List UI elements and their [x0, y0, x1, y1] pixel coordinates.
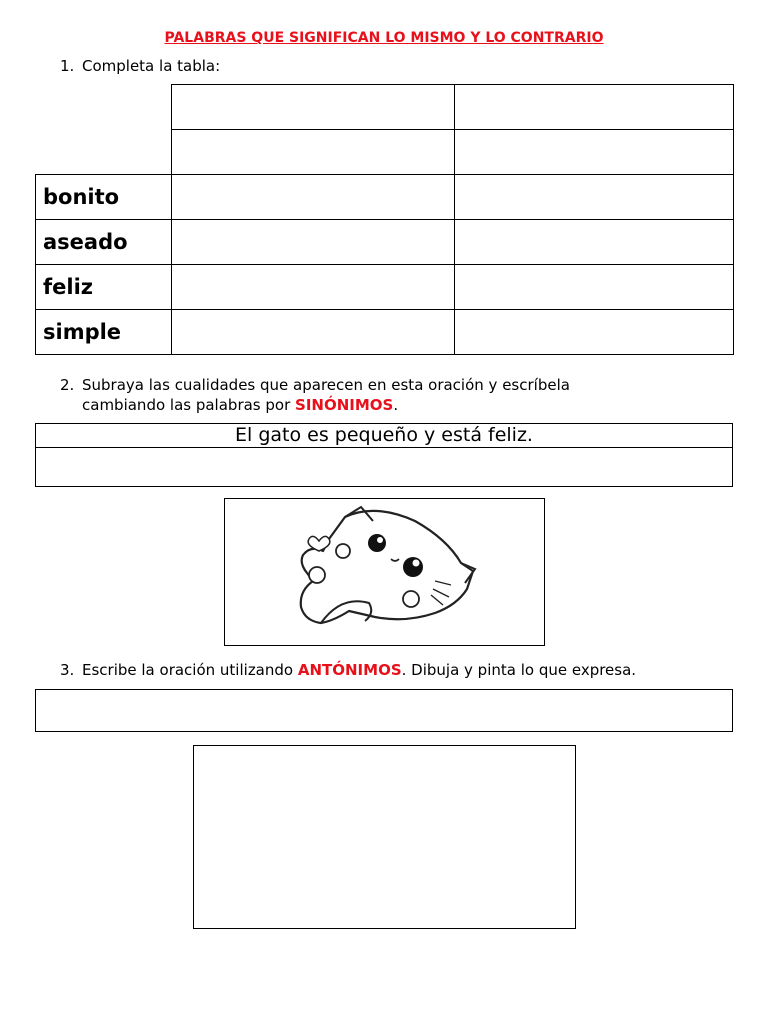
table-word: aseado	[36, 220, 172, 265]
table-row	[36, 265, 734, 310]
drawing-box[interactable]	[193, 745, 576, 929]
question-3-text-end: . Dibuja y pinta lo que expresa.	[401, 661, 637, 679]
question-1	[60, 56, 220, 76]
question-2-end: .	[393, 396, 399, 414]
table-cell[interactable]	[455, 175, 734, 220]
question-2-number: 2.	[60, 376, 75, 394]
table-row	[36, 175, 734, 220]
page-title: PALABRAS QUE SIGNIFICAN LO MISMO Y LO CONTRARIO	[164, 30, 604, 46]
table-row	[36, 220, 734, 265]
question-1-text: Completa la tabla:	[82, 57, 221, 75]
table-cell[interactable]	[455, 85, 734, 130]
table-cell[interactable]	[172, 310, 455, 355]
question-1-number: 1.	[60, 57, 75, 75]
keyword-antonimos: ANTÓNIMOS	[297, 661, 402, 679]
cat-image-frame	[224, 498, 545, 646]
table-word: bonito	[36, 175, 172, 220]
question-2	[60, 375, 570, 415]
question-2-text: Subraya las cualidades que aparecen en esta oración y escríbela	[82, 376, 570, 394]
table-cell[interactable]	[172, 265, 455, 310]
table-corner	[36, 85, 172, 130]
keyword-sinonimos: SINÓNIMOS	[295, 396, 394, 414]
table-cell[interactable]	[172, 220, 455, 265]
table-cell[interactable]	[455, 310, 734, 355]
table-header-row	[36, 130, 734, 175]
table-row	[36, 310, 734, 355]
table-cell[interactable]	[172, 85, 455, 130]
cat-illustration	[225, 499, 544, 645]
table-cell[interactable]	[455, 265, 734, 310]
sentence-box	[35, 423, 733, 487]
table-header-row	[36, 85, 734, 130]
question-3	[60, 660, 636, 680]
synonym-antonym-table	[35, 84, 734, 355]
question-3-number: 3.	[60, 661, 75, 679]
table-cell[interactable]	[172, 175, 455, 220]
table-cell[interactable]	[455, 130, 734, 175]
table-cell[interactable]	[172, 130, 455, 175]
sentence-text: El gato es pequeño y está feliz.	[36, 424, 732, 448]
table-word: simple	[36, 310, 172, 355]
table-cell[interactable]	[455, 220, 734, 265]
antonym-answer-box[interactable]	[35, 689, 733, 732]
table-word: feliz	[36, 265, 172, 310]
table-corner	[36, 130, 172, 175]
question-2-text-cont: cambiando las palabras por	[82, 396, 296, 414]
question-3-text: Escribe la oración utilizando	[82, 661, 298, 679]
